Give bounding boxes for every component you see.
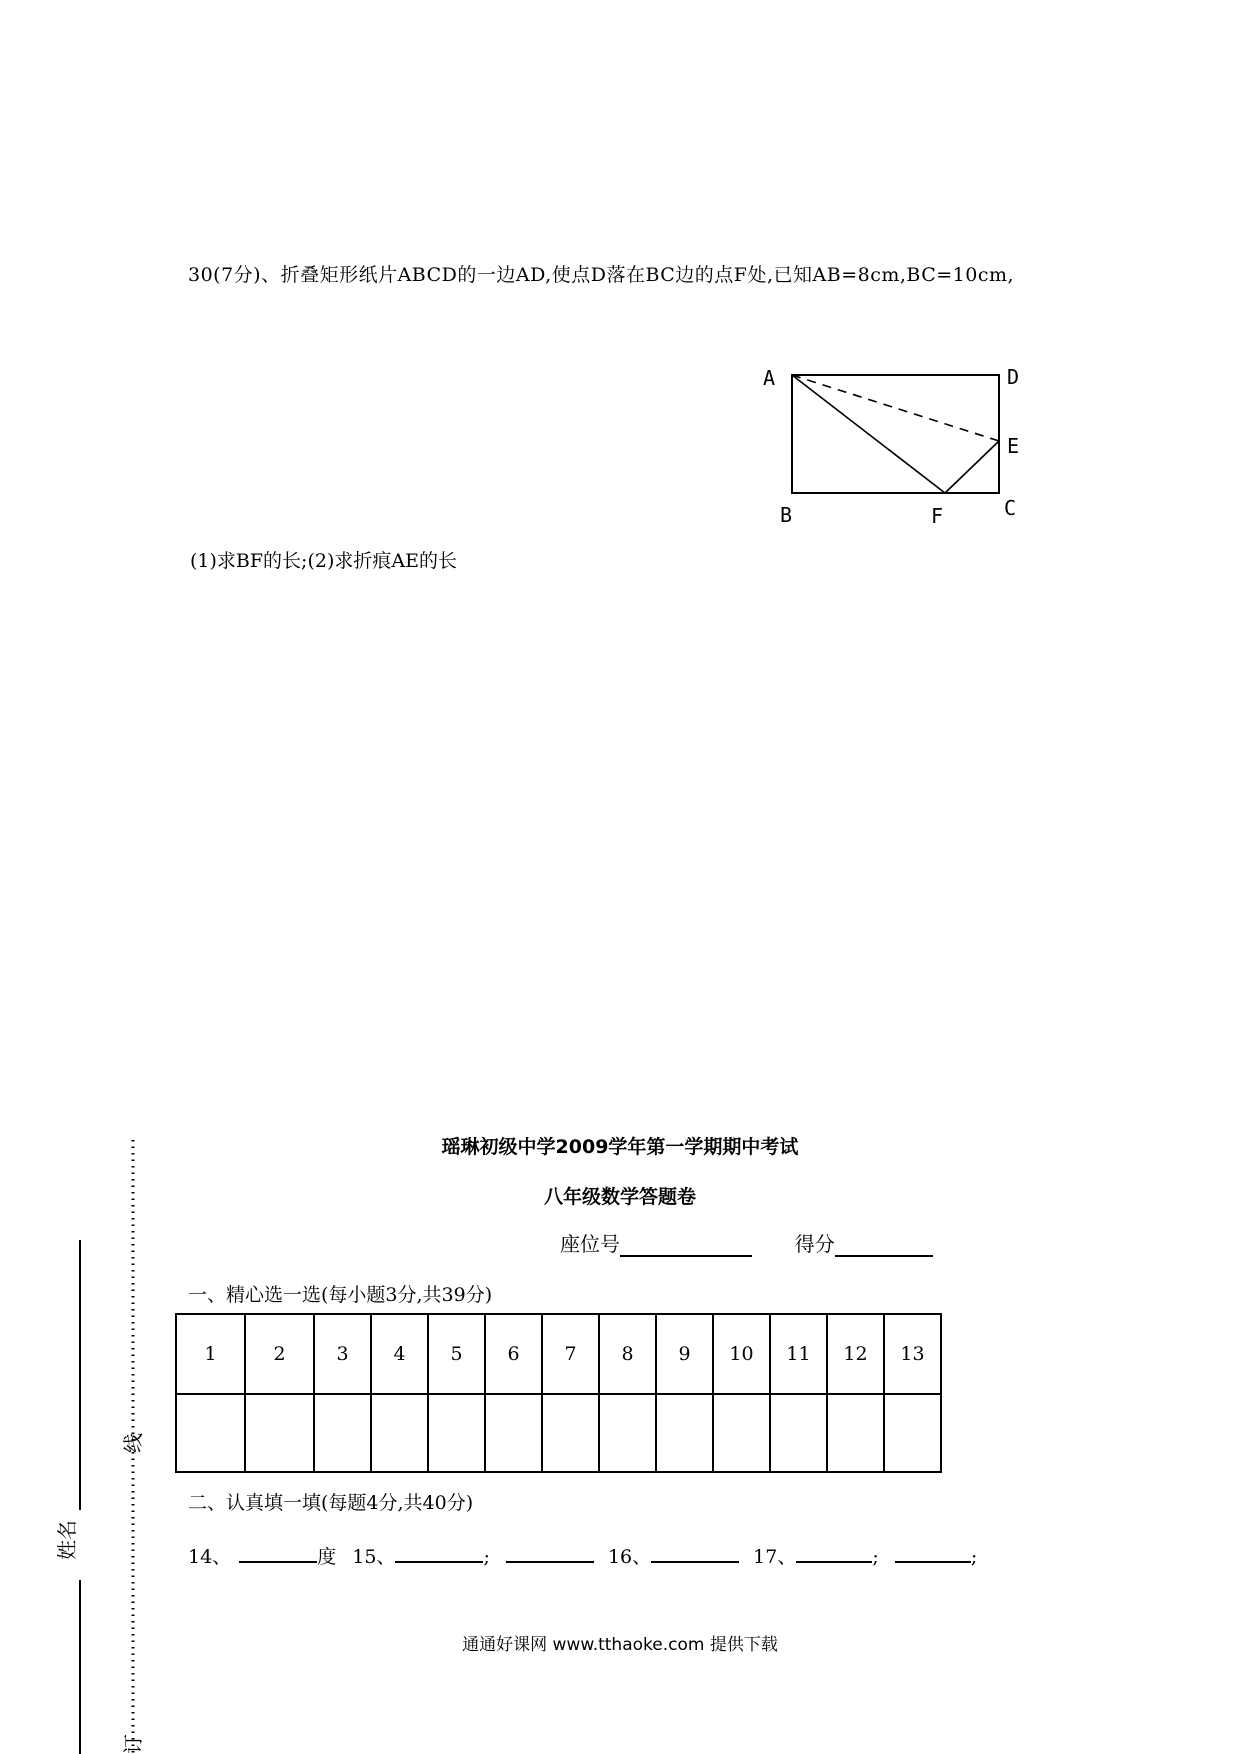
question-number-cell: 11 xyxy=(770,1314,827,1394)
question-30-text: 30(7分)、折叠矩形纸片ABCD的一边AD,使点D落在BC边的点F处,已知AB=8cm,BC=10cm, xyxy=(188,264,1015,286)
answer-cell[interactable] xyxy=(245,1394,314,1472)
question-number-cell: 12 xyxy=(827,1314,884,1394)
q15-blank-1[interactable] xyxy=(395,1541,483,1563)
q17-blank-1[interactable] xyxy=(796,1541,872,1563)
name-label: 姓名 xyxy=(55,1520,79,1560)
label-b: B xyxy=(780,503,793,527)
label-a: A xyxy=(763,366,776,390)
label-f: F xyxy=(931,504,944,528)
choice-answer-table xyxy=(175,1313,942,1473)
q16-blank[interactable] xyxy=(651,1541,739,1563)
answer-cell[interactable] xyxy=(827,1394,884,1472)
score-blank[interactable] xyxy=(835,1233,933,1257)
answer-cell[interactable] xyxy=(371,1394,428,1472)
q14-blank[interactable] xyxy=(239,1541,317,1563)
segment-af xyxy=(792,375,945,493)
question-number-cell: 10 xyxy=(713,1314,770,1394)
score-label: 得分 xyxy=(794,1232,835,1256)
answer-cell[interactable] xyxy=(176,1394,245,1472)
line-char: 线 xyxy=(121,1433,145,1453)
seat-blank[interactable] xyxy=(620,1233,752,1257)
section-1-heading: 一、精心选一选(每小题3分,共39分) xyxy=(188,1284,493,1306)
binding-margin xyxy=(0,1120,160,1754)
answer-cell[interactable] xyxy=(314,1394,371,1472)
answer-cell[interactable] xyxy=(713,1394,770,1472)
rectangle-fold-figure xyxy=(755,355,1035,530)
answer-cell[interactable] xyxy=(428,1394,485,1472)
question-number-cell: 4 xyxy=(371,1314,428,1394)
school-exam-title: 瑶琳初级中学2009学年第一学期期中考试 xyxy=(441,1136,799,1158)
fold-line-ae xyxy=(792,375,999,441)
question-number-cell: 8 xyxy=(599,1314,656,1394)
question-number-cell: 7 xyxy=(542,1314,599,1394)
answer-cell[interactable] xyxy=(884,1394,941,1472)
answer-cell[interactable] xyxy=(656,1394,713,1472)
q16-label: 16、 xyxy=(607,1546,652,1568)
separator: ; xyxy=(483,1546,490,1568)
label-e: E xyxy=(1007,434,1020,458)
q15-blank-2[interactable] xyxy=(506,1541,594,1563)
question-30-subquestions: (1)求BF的长;(2)求折痕AE的长 xyxy=(190,550,457,572)
answer-cell[interactable] xyxy=(770,1394,827,1472)
question-number-cell: 9 xyxy=(656,1314,713,1394)
label-c: C xyxy=(1004,496,1017,520)
segment-fe xyxy=(945,441,999,493)
label-d: D xyxy=(1007,365,1020,389)
q15-label: 15、 xyxy=(352,1546,396,1568)
answer-sheet-title: 八年级数学答题卷 xyxy=(543,1186,696,1208)
rectangle-abcd xyxy=(792,375,999,493)
question-number-cell: 2 xyxy=(245,1314,314,1394)
separator: ; xyxy=(970,1546,978,1568)
question-number-cell: 13 xyxy=(884,1314,941,1394)
q17-blank-2[interactable] xyxy=(895,1541,971,1563)
answer-cell[interactable] xyxy=(542,1394,599,1472)
question-number-cell: 3 xyxy=(314,1314,371,1394)
q14-label: 14、 xyxy=(188,1546,232,1568)
fill-in-row xyxy=(188,1541,977,1569)
question-number-cell: 1 xyxy=(176,1314,245,1394)
section-2-heading: 二、认真填一填(每题4分,共40分) xyxy=(188,1492,474,1514)
answer-cell[interactable] xyxy=(599,1394,656,1472)
question-number-cell: 5 xyxy=(428,1314,485,1394)
bind-char: 订 xyxy=(121,1734,145,1754)
footer-credit: 通通好课网 www.tthaoke.com 提供下载 xyxy=(462,1635,778,1655)
degree-unit: 度 xyxy=(317,1546,337,1568)
separator: ; xyxy=(872,1546,879,1568)
q17-label: 17、 xyxy=(753,1546,797,1568)
question-number-cell: 6 xyxy=(485,1314,542,1394)
seat-label: 座位号 xyxy=(560,1232,620,1256)
answer-cell[interactable] xyxy=(485,1394,542,1472)
seat-score-row xyxy=(560,1228,933,1257)
